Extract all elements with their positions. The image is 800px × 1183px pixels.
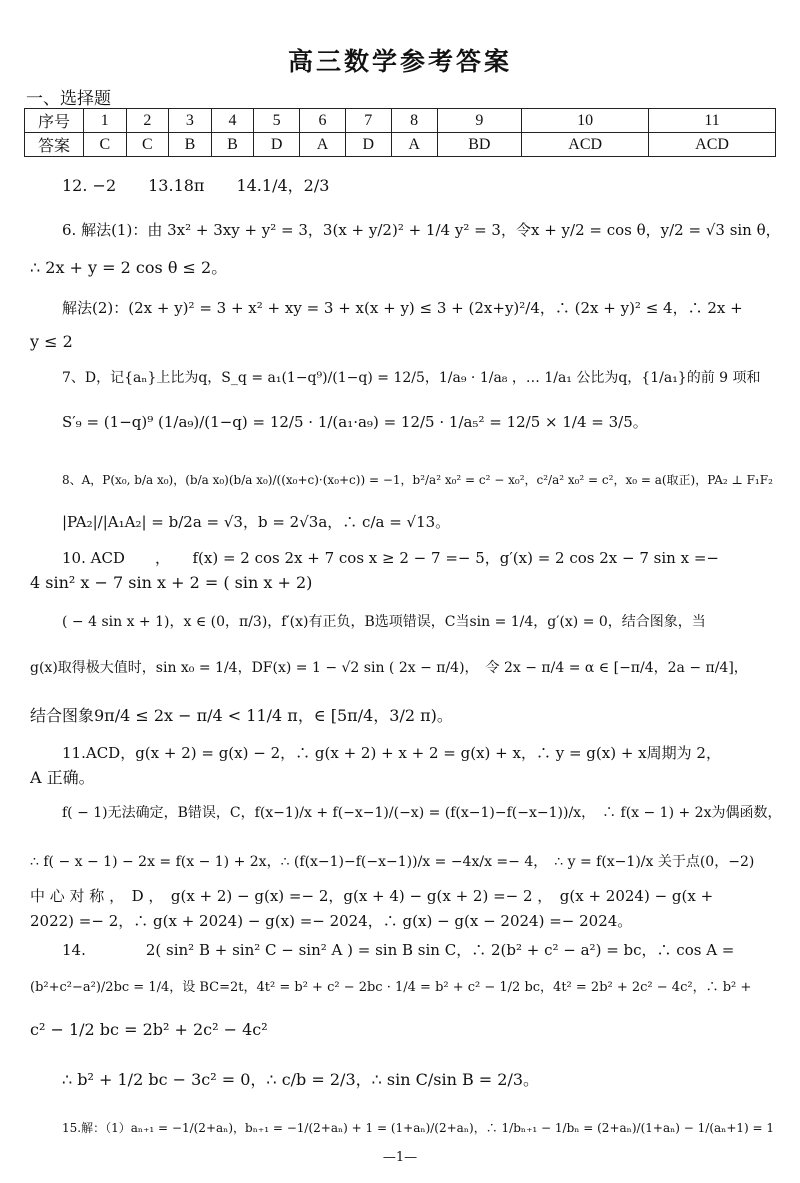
table-cell: 7 [345, 109, 391, 133]
solution-7-line: S′₉ = (1−q)⁹ (1/a₉)/(1−q) = 12/5 · 1/(a₁·a₉) = 12/5 · 1/a₅² = 12/5 × 1/4 = 3/5。 [62, 413, 648, 431]
table-cell: 9 [437, 109, 522, 133]
table-cell: 1 [84, 109, 127, 133]
solution-10-line: 结合图象9π/4 ≤ 2x − π/4 < 11/4 π，∈ [5π/4，3/2 π)。 [30, 706, 453, 725]
solution-11-line: 中 心 对 称 ， D ， g(x + 2) − g(x) =− 2，g(x + 4) − g(x + 2) =− 2 ， g(x + 2024) − g(x + [30, 887, 714, 905]
solution-14-line: 14. 2( sin² B + sin² C − sin² A ) = sin B sin C，∴ 2(b² + c² − a²) = bc，∴ cos A = [62, 941, 735, 959]
solution-11-line: ∴ f( − x − 1) − 2x = f(x − 1) + 2x，∴ (f(x−1)−f(−x−1))/x = −4x/x =− 4， ∴ y = f(x−1)/x 关于点(0，−2) [30, 854, 755, 870]
table-cell: B [169, 133, 212, 157]
solution-11-line: 2022) =− 2，∴ g(x + 2024) − g(x) =− 2024，∴ g(x) − g(x − 2024) =− 2024。 [30, 912, 633, 930]
table-cell: D [345, 133, 391, 157]
table-cell: BD [437, 133, 522, 157]
solution-10-line: ( − 4 sin x + 1)，x ∈ (0，π/3)，f′(x)有正负，B选项错误，C当sin = 1/4，g′(x) = 0，结合图象，当 [62, 614, 706, 630]
table-cell: 8 [391, 109, 437, 133]
table-row-answers [25, 133, 776, 157]
table-cell: 11 [649, 109, 776, 133]
table-cell: 4 [211, 109, 254, 133]
solution-7-line: 7、D，记{aₙ}上比为q，S_q = a₁(1−q⁹)/(1−q) = 12/5，1/a₉ · 1/a₈ ，… 1/a₁ 公比为q，{1/a₁}的前 9 项和 [62, 370, 761, 386]
table-cell: ACD [649, 133, 776, 157]
table-cell: D [254, 133, 300, 157]
solution-6-line: y ≤ 2 [30, 332, 73, 351]
table-cell: 2 [126, 109, 169, 133]
solution-6-line: 解法(2)：(2x + y)² = 3 + x² + xy = 3 + x(x + y) ≤ 3 + (2x+y)²/4，∴ (2x + y)² ≤ 4，∴ 2x + [62, 299, 743, 317]
page-number: —1— [382, 1150, 418, 1165]
table-cell: C [126, 133, 169, 157]
row-label: 序号 [25, 109, 84, 133]
table-cell: A [391, 133, 437, 157]
answer-line-12-14: 12. −2 13.18π 14.1/4，2/3 [62, 176, 330, 195]
row-label: 答案 [25, 133, 84, 157]
solution-10-line: 4 sin² x − 7 sin x + 2 = ( sin x + 2) [30, 573, 313, 592]
table-cell: 6 [300, 109, 346, 133]
solution-6-line: 6. 解法(1)：由 3x² + 3xy + y² = 3，3(x + y/2)² + 1/4 y² = 3，令x + y/2 = cos θ，y/2 = √3 sin θ， [62, 221, 781, 239]
solution-10-line: g(x)取得极大值时，sin x₀ = 1/4，DF(x) = 1 − √2 sin ( 2x − π/4)， 令 2x − π/4 = α ∈ [−π/4，2a − π/4]， [30, 660, 748, 676]
solution-15-line: 15.解：（1）aₙ₊₁ = −1/(2+aₙ)，bₙ₊₁ = −1/(2+aₙ) + 1 = (1+aₙ)/(2+aₙ)，∴ 1/bₙ₊₁ − 1/bₙ = (2+aₙ)/(1+aₙ) − 1/(aₙ+1) = 1 [62, 1121, 775, 1135]
solution-8-line: 8、A，P(x₀, b/a x₀)，(b/a x₀)(b/a x₀)/((x₀+c)·(x₀+c)) = −1，b²/a² x₀² = c² − x₀²，c²/a² x₀² = c²，x₀ = a(取正)，PA₂ ⊥ F₁F₂ [62, 473, 773, 487]
table-cell: 3 [169, 109, 212, 133]
solution-14-line: ∴ b² + 1/2 bc − 3c² = 0，∴ c/b = 2/3，∴ sin C/sin B = 2/3。 [62, 1070, 540, 1089]
solution-10-line: 10. ACD ， f(x) = 2 cos 2x + 7 cos x ≥ 2 − 7 =− 5，g′(x) = 2 cos 2x − 7 sin x =− [62, 549, 719, 567]
solution-11-line: f( − 1)无法确定，B错误，C，f(x−1)/x + f(−x−1)/(−x) = (f(x−1)−f(−x−1))/x， ∴ f(x − 1) + 2x为偶函数， [62, 805, 782, 821]
table-cell: ACD [522, 133, 649, 157]
table-cell: B [211, 133, 254, 157]
table-row-numbers [25, 109, 776, 133]
solution-8-line: |PA₂|/|A₁A₂| = b/2a = √3，b = 2√3a，∴ c/a = √13。 [62, 513, 451, 531]
section-heading-choice: 一、选择题 [26, 89, 111, 109]
table-cell: 10 [522, 109, 649, 133]
table-cell: C [84, 133, 127, 157]
solution-11-line: A 正确。 [30, 768, 95, 787]
answer-table [24, 108, 776, 157]
solution-14-line: c² − 1/2 bc = 2b² + 2c² − 4c² [30, 1020, 268, 1039]
solution-11-line: 11.ACD，g(x + 2) = g(x) − 2，∴ g(x + 2) + x + 2 = g(x) + x，∴ y = g(x) + x周期为 2， [62, 744, 721, 762]
table-cell: 5 [254, 109, 300, 133]
page-title: 高三数学参考答案 [287, 47, 512, 76]
solution-6-line: ∴ 2x + y = 2 cos θ ≤ 2。 [30, 258, 228, 277]
table-cell: A [300, 133, 346, 157]
solution-14-line: (b²+c²−a²)/2bc = 1/4，设 BC=2t，4t² = b² + c² − 2bc · 1/4 = b² + c² − 1/2 bc，4t² = 2b² + 2c² − 4c²，∴ b² + [30, 980, 752, 995]
